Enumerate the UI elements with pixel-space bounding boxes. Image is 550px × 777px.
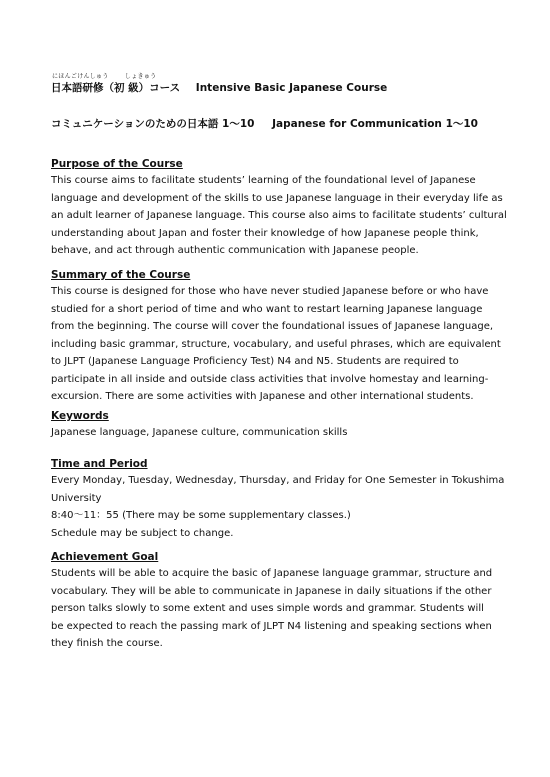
- section-line: University: [51, 492, 102, 504]
- section-summary: [51, 268, 507, 406]
- section-line: studied for a short period of time and who want to restart learning Japanese language: [51, 303, 483, 315]
- section-line: including basic grammar, structure, vocabulary, and useful phrases, which are equivalent: [51, 338, 501, 350]
- section-heading: Keywords: [51, 410, 109, 422]
- section-achievement-goal: [51, 550, 507, 653]
- section-purpose: [51, 157, 507, 260]
- course-subtitle-jp: コミュニケーションのための日本語 1～10: [51, 118, 255, 130]
- section-line: Schedule may be subject to change.: [51, 527, 234, 539]
- course-subtitle: [51, 116, 478, 131]
- section-time-period: [51, 457, 507, 542]
- section-line: to JLPT (Japanese Language Proficiency Test) N4 and N5. Students are required to: [51, 356, 459, 367]
- title-furigana: [52, 71, 156, 80]
- section-line: an adult learner of Japanese language. This course also aims to facilitate students’ cultural: [51, 210, 507, 221]
- section-line: be expected to reach the passing mark of JLPT N4 listening and speaking sections when: [51, 620, 492, 632]
- furigana-shokyu: しょきゅう: [124, 73, 157, 80]
- furigana-kenshu: にほんごけんしゅう: [52, 73, 109, 80]
- section-line: behave, and act through authentic communication with Japanese people.: [51, 245, 419, 256]
- section-heading: Purpose of the Course: [51, 158, 183, 170]
- section-line: person talks slowly to some extent and uses simple words and grammar. Students will: [51, 603, 484, 614]
- section-line: This course is designed for those who have never studied Japanese before or who have: [51, 286, 489, 297]
- section-line: This course aims to facilitate students’ learning of the foundational level of Japanese: [51, 175, 476, 186]
- section-line: Every Monday, Tuesday, Wednesday, Thursday, and Friday for One Semester in Tokushima: [51, 475, 505, 486]
- section-line: understanding about Japan and foster their knowledge of how Japanese people think,: [51, 227, 479, 239]
- section-heading: Achievement Goal: [51, 551, 159, 563]
- section-heading: Time and Period: [51, 458, 148, 470]
- section-keywords: [51, 409, 507, 442]
- section-line: 8:40～11：55 (There may be some supplementary classes.): [51, 510, 351, 521]
- section-line: Students will be able to acquire the basic of Japanese language grammar, structure and: [51, 568, 493, 579]
- course-subtitle-en: Japanese for Communication 1～10: [272, 118, 478, 130]
- section-heading: Summary of the Course: [51, 269, 191, 281]
- section-line: vocabulary. They will be able to communicate in Japanese in daily situations if the other: [51, 585, 492, 597]
- section-line: language and development of the skills to use Japanese language in their everyday life as: [51, 192, 503, 204]
- section-line: excursion. There are some activities with Japanese and other international students.: [51, 391, 474, 402]
- section-line: they finish the course.: [51, 638, 163, 649]
- section-line: participate in all inside and outside class activities that involve homestay and learning-: [51, 373, 489, 385]
- course-title: [51, 80, 387, 95]
- course-title-en: Intensive Basic Japanese Course: [195, 82, 388, 94]
- section-line: from the beginning. The course will cover the foundational issues of Japanese language,: [51, 321, 494, 332]
- course-title-jp: 日本語研修（初 級）コース: [51, 82, 181, 94]
- section-line: Japanese language, Japanese culture, communication skills: [51, 427, 348, 438]
